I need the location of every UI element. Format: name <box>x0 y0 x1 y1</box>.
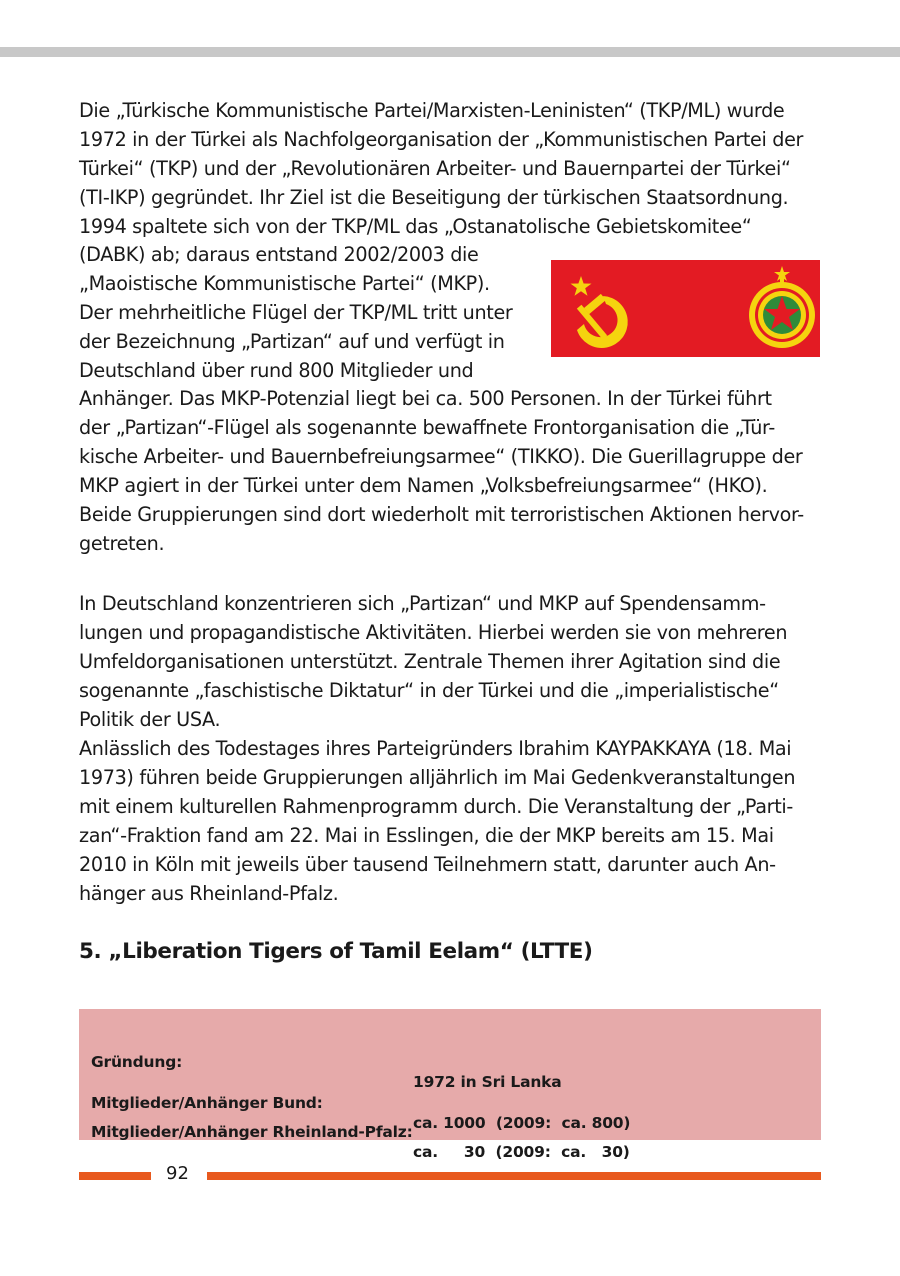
info-value: 1972 in Sri Lanka <box>413 1073 562 1091</box>
ltte-info-box <box>79 1009 821 1161</box>
info-label: Mitglieder/Anhänger Rheinland-Pfalz: <box>91 1123 413 1141</box>
info-value: ca. 30 (2009: ca. 30) <box>413 1143 630 1161</box>
flag-emblems <box>551 260 820 357</box>
info-value: ca. 1000 (2009: ca. 800) <box>413 1114 631 1132</box>
info-label: Mitglieder/Anhänger Bund: <box>91 1094 323 1112</box>
tkp-ml-flag-image <box>551 260 820 357</box>
footer-bar-left <box>79 1172 151 1180</box>
paragraph-tkp-ml-intro: Die „Türkische Kommunistische Partei/Marxisten-Leninisten“ (TKP/ML) wurde 1972 in der Türkei als Nachfolgeorganisation der „Kommunistischen Partei der Türkei“ (TKP) und der „Revolutionären Arbeiter- und Bauernpartei der Türkei“ (TI-IKP) gegründet. Ihr Ziel ist die Beseitigung der türkischen Staatsordnung. 1994 spaltete sich von der TKP/ML das „Ostanatolische Gebietskomitee“ <box>79 99 804 238</box>
footer-bar-right <box>207 1172 821 1180</box>
page-number: 92 <box>166 1163 189 1184</box>
info-label: Gründung: <box>91 1053 183 1071</box>
section-heading-ltte: 5. „Liberation Tigers of Tamil Eelam“ (LTTE) <box>79 939 593 964</box>
top-rule <box>0 47 900 57</box>
paragraph-tkp-ml-split: (DABK) ab; daraus entstand 2002/2003 die „Maoistische Kommunistische Partei“ (MKP). Der mehrheitliche Flügel der TKP/ML tritt unter der Bezeichnung „Partizan“ auf und verfügt in Deutschland über rund 800 Mitglieder und <box>79 243 513 382</box>
paragraph-tkp-ml-groups: Anhänger. Das MKP-Potenzial liegt bei ca. 500 Personen. In der Türkei führt der „Partizan“-Flügel als sogenannte bewaffnete Frontorganisation die „Tür- kische Arbeiter- und Bauernbefreiungsarmee“ (TIKKO). Die Guerillagruppe der MKP agiert in der Türkei unter dem Namen „Volksbefreiungsarmee“ (HKO). Beide Gruppierungen sind dort wiederholt mit terroristischen Aktionen hervor- getreten. <box>79 387 804 555</box>
paragraph-germany-activities: In Deutschland konzentrieren sich „Partizan“ und MKP auf Spendensamm- lungen und propagandistische Aktivitäten. Hierbei werden sie von mehreren Umfeldorganisationen unterstützt. Zentrale Themen ihrer Agitation sind die sogenannte „faschistische Diktatur“ in der Türkei und die „imperialistische“ Politik der USA. Anlässlich des Todestages ihres Parteigründers Ibrahim KAYPAKKAYA (18. Mai 1973) führen beide Gruppierungen alljährlich im Mai Gedenkveranstaltungen mit einem kulturellen Rahmenprogramm durch. Die Veranstaltung der „Parti- zan“-Fraktion fand am 22. Mai in Esslingen, die der MKP bereits am 15. Mai 2010 in Köln mit jeweils über tausend Teilnehmern statt, darunter auch An- hänger aus Rheinland-Pfalz. <box>79 592 796 905</box>
